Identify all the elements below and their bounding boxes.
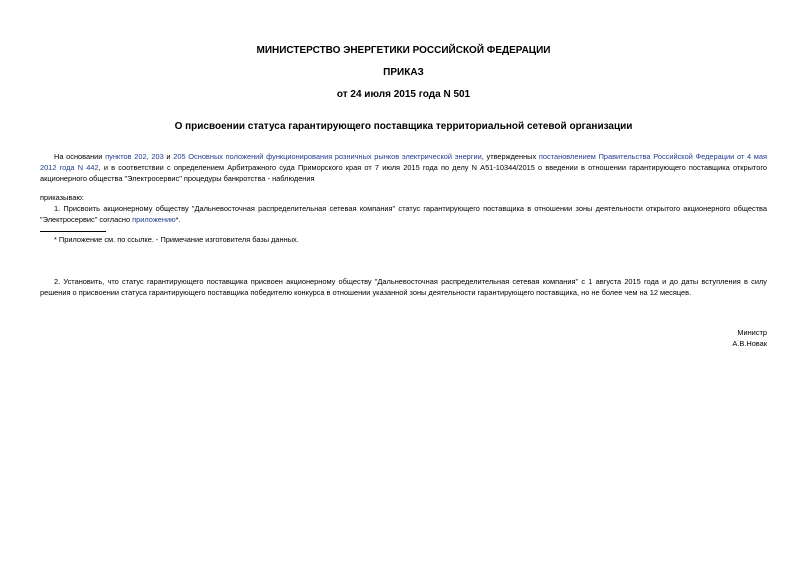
text-fragment: На основании: [54, 152, 106, 161]
text-fragment: , утвержденных: [481, 152, 539, 161]
text-fragment: и: [163, 152, 174, 161]
link-point-205[interactable]: 205 Основных положений функционирования розничных рынков электрической энергии: [173, 152, 482, 161]
ministry-heading: МИНИСТЕРСТВО ЭНЕРГЕТИКИ РОССИЙСКОЙ ФЕДЕРАЦИИ: [256, 45, 551, 56]
text-fragment: *.: [175, 215, 181, 224]
document-date-number: от 24 июля 2015 года N 501: [336, 89, 471, 100]
link-appendix[interactable]: приложению: [132, 215, 176, 224]
footnote-divider: [40, 231, 106, 232]
document-title: О присвоении статуса гарантирующего поставщика территориальной сетевой организации: [174, 121, 633, 132]
paragraph-basis: [40, 151, 767, 184]
paragraph-order-word: приказываю:: [40, 193, 84, 202]
signature-name: А.В.Новак: [732, 339, 767, 348]
paragraph-item-2: 2. Установить, что статус гарантирующего поставщика присвоен акционерному обществу "Дальневосточная распределительная сетевая компания" с 1 августа 2015 года и до даты вступления в силу решения о присвоении статуса гарантирующего поставщика победителю конкурса в отношении указанной зоны деятельности гарантирующего поставщика, но не более чем на 12 месяцев.: [40, 277, 767, 297]
link-points-202-203[interactable]: пунктов 202, 203: [105, 152, 164, 161]
footnote: * Приложение см. по ссылке. - Примечание изготовителя базы данных.: [54, 235, 299, 244]
paragraph-item-1: [40, 203, 767, 225]
text-fragment: 1. Присвоить акционерному обществу "Дальневосточная распределительная сетевая компания" статус гарантирующего поставщика в отношении зоны деятельности открытого акционерного общества "Электросервис" согласно: [40, 204, 767, 224]
text-fragment: , и в соответствии с определением Арбитражного суда Приморского края от 7 июля 2015 года по делу N А51-10344/2015 о введении в отношении гарантирующего поставщика открытого акционерного общества "Электросервис" процедуры банкротства - наблюдения: [40, 163, 767, 183]
link-government-decree[interactable]: постановлением Правительства Российской Федерации от 4 мая 2012 года N 442: [40, 152, 767, 172]
signature-position: Министр: [737, 328, 767, 337]
document-type: ПРИКАЗ: [383, 67, 424, 78]
